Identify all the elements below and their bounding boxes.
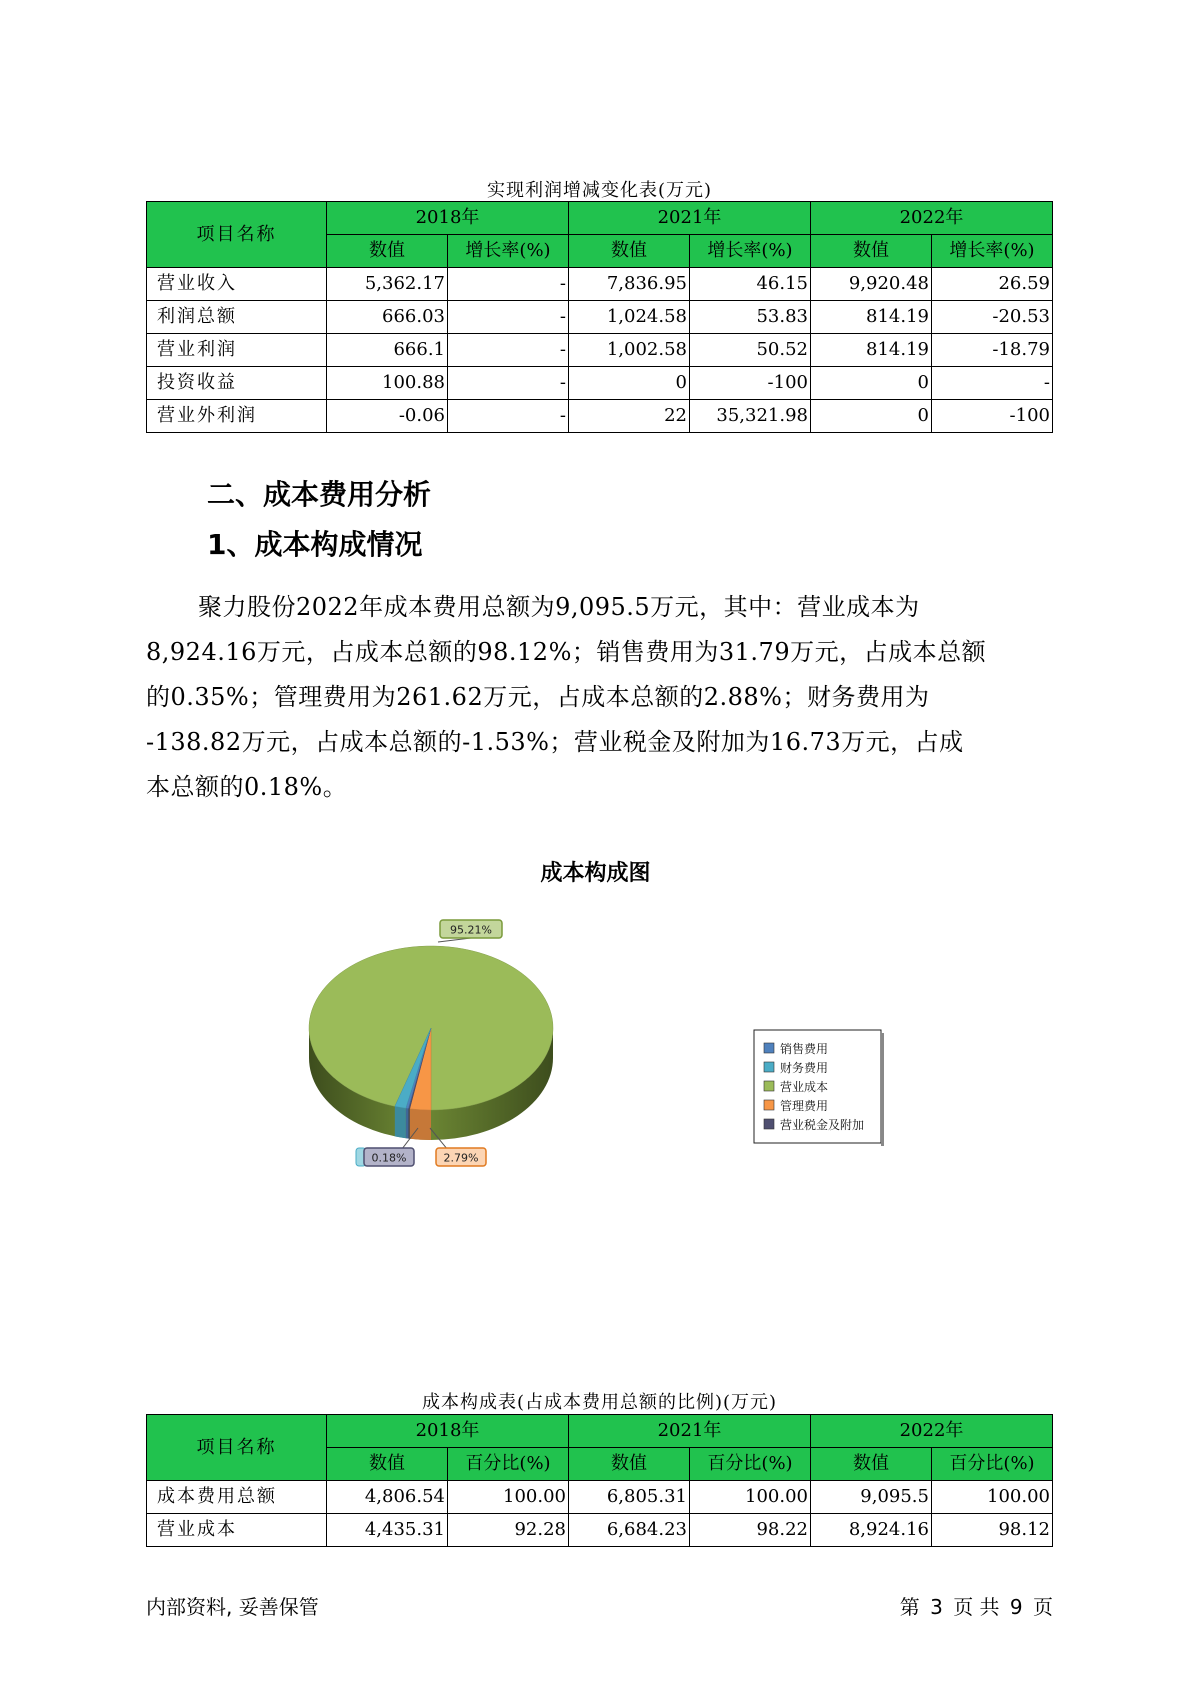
page-mid: 页 共: [953, 1595, 1000, 1619]
pie-slice-side-营业税金及附加: [408, 1109, 409, 1139]
cell: 6,684.23: [569, 1514, 690, 1547]
pie-label-营业成本: 95.21%: [450, 923, 492, 937]
subheader: 数值: [569, 235, 690, 268]
cell: 4,435.31: [327, 1514, 448, 1547]
paragraph-line: 的0.35%；管理费用为261.62万元，占成本总额的2.88%；财务费用为: [146, 683, 930, 711]
legend-item-销售费用: 销售费用: [780, 1042, 829, 1056]
cell: 7,836.95: [569, 268, 690, 301]
cell: 9,095.5: [811, 1481, 932, 1514]
header-year: 2021年: [569, 202, 811, 235]
cell: -: [448, 301, 569, 334]
cell: 6,805.31: [569, 1481, 690, 1514]
legend-swatch-营业税金及附加: [764, 1119, 774, 1129]
cell: 5,362.17: [327, 268, 448, 301]
table2-caption: 成本构成表(占成本费用总额的比例)(万元): [421, 1392, 778, 1413]
pie-slice-side-销售费用: [406, 1108, 409, 1138]
subheader: 数值: [811, 1448, 932, 1481]
header-year: 2018年: [327, 202, 569, 235]
cell: -: [932, 367, 1053, 400]
page-number: [896, 1591, 1053, 1620]
subheader: 数值: [811, 235, 932, 268]
legend-swatch-财务费用: [764, 1062, 774, 1072]
cell: 814.19: [811, 301, 932, 334]
cell: -: [448, 334, 569, 367]
cell: 666.1: [327, 334, 448, 367]
cost-composition-table: [146, 1414, 1053, 1547]
paragraph-line: 聚力股份2022年成本费用总额为9,095.5万元，其中：营业成本为: [198, 593, 920, 621]
section-subheading: 1、成本构成情况: [207, 528, 423, 561]
cell: 50.52: [690, 334, 811, 367]
cell: 22: [569, 400, 690, 433]
cell: 100.88: [327, 367, 448, 400]
header-item-name: 项目名称: [147, 1415, 327, 1481]
chart-title: 成本构成图: [540, 861, 651, 886]
cell: -100: [690, 367, 811, 400]
header-year: 2021年: [569, 1415, 811, 1448]
header-year: 2018年: [327, 1415, 569, 1448]
subheader: 数值: [569, 1448, 690, 1481]
pie-label-营业税金及附加: 0.18%: [371, 1151, 407, 1165]
row-name: 营业利润: [147, 334, 327, 367]
subheader: 数值: [327, 1448, 448, 1481]
subheader: 百分比(%): [932, 1448, 1053, 1481]
cell: 92.28: [448, 1514, 569, 1547]
cell: -: [448, 268, 569, 301]
cell: 100.00: [690, 1481, 811, 1514]
cell: 4,806.54: [327, 1481, 448, 1514]
cell: 0: [811, 400, 932, 433]
row-name: 成本费用总额: [147, 1481, 327, 1514]
page-prefix: 第: [899, 1595, 920, 1619]
page-current: 3: [930, 1595, 943, 1619]
cell: 26.59: [932, 268, 1053, 301]
cell: 1,002.58: [569, 334, 690, 367]
cell: 814.19: [811, 334, 932, 367]
legend-swatch-营业成本: [764, 1081, 774, 1091]
subheader: 增长率(%): [932, 235, 1053, 268]
header-year: 2022年: [811, 1415, 1053, 1448]
page-suffix: 页: [1033, 1595, 1053, 1619]
row-name: 营业收入: [147, 268, 327, 301]
footer-confidential-note: 内部资料, 妥善保管: [146, 1595, 319, 1619]
cell: -: [448, 367, 569, 400]
cell: 98.22: [690, 1514, 811, 1547]
legend-shadow: [881, 1033, 884, 1146]
subheader: 百分比(%): [690, 1448, 811, 1481]
legend-item-管理费用: 管理费用: [780, 1099, 829, 1113]
cell: 0: [811, 367, 932, 400]
table-row: [147, 1481, 1053, 1514]
row-name: 营业成本: [147, 1514, 327, 1547]
cell: 100.00: [932, 1481, 1053, 1514]
subheader: 增长率(%): [448, 235, 569, 268]
section-heading: 二、成本费用分析: [207, 478, 432, 511]
subheader: 增长率(%): [690, 235, 811, 268]
header-year: 2022年: [811, 202, 1053, 235]
legend-swatch-销售费用: [764, 1043, 774, 1053]
legend-item-营业成本: 营业成本: [780, 1080, 829, 1094]
pie-label-管理费用: 2.79%: [443, 1151, 479, 1165]
cell: 0: [569, 367, 690, 400]
cell: 9,920.48: [811, 268, 932, 301]
cell: 100.00: [448, 1481, 569, 1514]
subheader: 百分比(%): [448, 1448, 569, 1481]
paragraph-line: 8,924.16万元，占成本总额的98.12%；销售费用为31.79万元，占成本总额: [146, 638, 987, 666]
paragraph-line: 本总额的0.18%。: [146, 773, 348, 801]
cell: -20.53: [932, 301, 1053, 334]
cell: 53.83: [690, 301, 811, 334]
page-total: 9: [1009, 1595, 1023, 1619]
cell: 8,924.16: [811, 1514, 932, 1547]
subheader: 数值: [327, 235, 448, 268]
cell: 98.12: [932, 1514, 1053, 1547]
cell: -: [448, 400, 569, 433]
table-row: [147, 1514, 1053, 1547]
row-name: 利润总额: [147, 301, 327, 334]
legend-item-财务费用: 财务费用: [780, 1061, 829, 1075]
header-item-name: 项目名称: [147, 202, 327, 268]
legend-swatch-管理费用: [764, 1100, 774, 1110]
cell: 666.03: [327, 301, 448, 334]
row-name: 营业外利润: [147, 400, 327, 433]
cell: 1,024.58: [569, 301, 690, 334]
cell: -0.06: [327, 400, 448, 433]
paragraph-line: -138.82万元，占成本总额的-1.53%；营业税金及附加为16.73万元，占成: [146, 728, 964, 756]
table1-caption: 实现利润增减变化表(万元): [486, 180, 713, 201]
row-name: 投资收益: [147, 367, 327, 400]
cell: 46.15: [690, 268, 811, 301]
legend-item-营业税金及附加: 营业税金及附加: [780, 1118, 865, 1132]
table-header-row: [147, 1415, 1053, 1448]
cell: 35,321.98: [690, 400, 811, 433]
pie-slice-side-财务费用: [395, 1106, 406, 1138]
cell: -18.79: [932, 334, 1053, 367]
cell: -100: [932, 400, 1053, 433]
